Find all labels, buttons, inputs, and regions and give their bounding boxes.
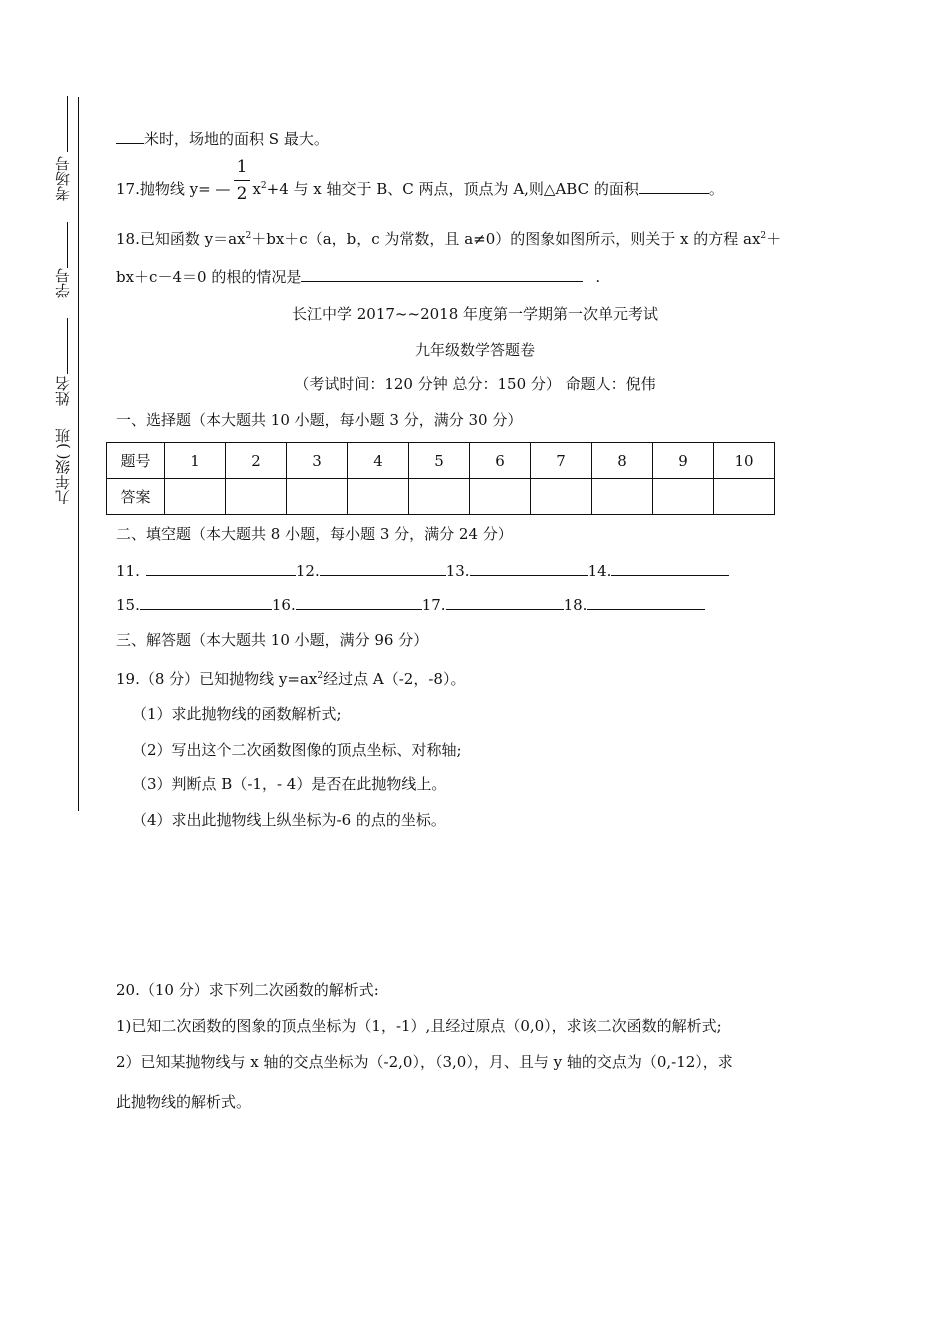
margin-class-label: 九年级( )班 <box>54 428 72 505</box>
answer-table-row2-label: 答案 <box>107 479 165 515</box>
margin-underline-exam-room <box>67 96 68 152</box>
q18-line2-end: . <box>595 268 601 286</box>
q19-item-2: （2）写出这个二次函数图像的顶点坐标、对称轴; <box>132 741 462 759</box>
q17-prefix: 17.抛物线 y= — <box>116 180 231 198</box>
fill-label-15: 15. <box>116 596 140 614</box>
fill-blank-18[interactable] <box>587 594 705 610</box>
answer-table <box>106 442 775 515</box>
q19-item-1: （1）求此抛物线的函数解析式; <box>132 705 342 723</box>
q16-tail-text: 米时，场地的面积 S 最大。 <box>144 130 329 148</box>
answer-table-number: 3 <box>287 443 348 479</box>
fill-label-17: 17. <box>421 596 446 614</box>
answer-cell[interactable] <box>287 479 348 515</box>
answer-cell[interactable] <box>348 479 409 515</box>
section1-title: 一、选择题（本大题共 10 小题，每小题 3 分，满分 30 分） <box>116 411 523 429</box>
q18-sup1: 2 <box>245 231 252 241</box>
margin-binding-line <box>78 97 79 811</box>
q17-blank <box>639 178 709 194</box>
q19-item-4: （4）求出此抛物线上纵坐标为-6 的点的坐标。 <box>132 811 446 829</box>
answer-table-number: 5 <box>409 443 470 479</box>
q18-line2-text: bx＋c－4＝0 的根的情况是 <box>116 268 302 286</box>
answer-cell[interactable] <box>165 479 226 515</box>
answer-cell[interactable] <box>226 479 287 515</box>
answer-table-number: 7 <box>531 443 592 479</box>
q18-line1-c: ＋ <box>766 230 782 248</box>
q17-frac-bar <box>234 180 250 181</box>
margin-name-label: 姓名 <box>54 376 72 406</box>
q18-line1-a: 18.已知函数 y＝ax <box>116 230 246 248</box>
answer-table-number: 4 <box>348 443 409 479</box>
q20-part2-line1: 2）已知某抛物线与 x 轴的交点坐标为（-2,0），（3,0），月、且与 y 轴的交点为（0,-12），求 <box>116 1053 733 1071</box>
fill-label-16: 16. <box>271 596 296 614</box>
q16-tail <box>116 128 329 149</box>
fill-blank-row2 <box>116 594 705 615</box>
q17-line <box>116 176 724 199</box>
q17-sup: 2 <box>260 181 267 191</box>
answer-cell[interactable] <box>714 479 775 515</box>
exam-info: （考试时间：120 分钟 总分：150 分） 命题人：倪伟 <box>294 375 656 393</box>
q17-rest: +4 与 x 轴交于 B、C 两点，顶点为 A,则△ABC 的面积 <box>266 180 639 198</box>
fill-blank-12[interactable] <box>320 560 446 576</box>
q19-stem-b: 经过点 A（-2，-8）。 <box>323 670 466 688</box>
q19-sup: 2 <box>317 671 324 681</box>
q17-frac-denominator: 2 <box>236 184 248 204</box>
answer-cell[interactable] <box>470 479 531 515</box>
school-title: 长江中学 2017~~2018 年度第一学期第一次单元考试 <box>291 305 659 323</box>
q19-stem-a: 19.（8 分）已知抛物线 y=ax <box>116 670 318 688</box>
fill-label-12: 12. <box>295 562 320 580</box>
q20-part1: 1)已知二次函数的图象的顶点坐标为（1，-1）,且经过原点（0,0），求该二次函数的解析式; <box>116 1017 722 1035</box>
fill-blank-13[interactable] <box>470 560 588 576</box>
answer-table-number: 9 <box>653 443 714 479</box>
paper-title: 九年级数学答题卷 <box>414 341 535 359</box>
answer-table-number: 8 <box>592 443 653 479</box>
answer-table-row-answers <box>107 479 775 515</box>
section3-title: 三、解答题（本大题共 10 小题，满分 96 分） <box>116 631 429 649</box>
q16-blank <box>116 128 144 144</box>
fill-blank-row1 <box>116 560 729 581</box>
answer-table-number: 1 <box>165 443 226 479</box>
answer-table-row-numbers <box>107 443 775 479</box>
margin-exam-room-label: 考场号 <box>54 156 72 201</box>
section2-title: 二、填空题（本大题共 8 小题，每小题 3 分，满分 24 分） <box>116 525 513 543</box>
fill-label-14: 14. <box>587 562 612 580</box>
fill-blank-16[interactable] <box>296 594 422 610</box>
margin-underline-student-no <box>67 222 68 268</box>
fill-blank-17[interactable] <box>446 594 564 610</box>
answer-cell[interactable] <box>531 479 592 515</box>
q18-line2 <box>116 266 600 287</box>
q17-frac-numerator: 1 <box>236 157 248 177</box>
q20-part2-line2: 此抛物线的解析式。 <box>116 1093 252 1111</box>
q18-line1 <box>116 226 781 249</box>
q18-line1-b: ＋bx＋c（a，b，c 为常数，且 a≠0）的图象如图所示，则关于 x 的方程 ax <box>251 230 761 248</box>
margin-student-no-label: 学号 <box>54 268 72 298</box>
q17-x: x <box>252 180 261 198</box>
q18-sup2: 2 <box>760 231 767 241</box>
fill-blank-15[interactable] <box>140 594 272 610</box>
fill-blank-14[interactable] <box>611 560 729 576</box>
fill-label-11: 11. <box>116 562 140 580</box>
q17-end: 。 <box>708 180 724 198</box>
answer-cell[interactable] <box>409 479 470 515</box>
q19-stem <box>116 666 465 689</box>
answer-cell[interactable] <box>653 479 714 515</box>
fill-label-13: 13. <box>445 562 470 580</box>
q20-title: 20.（10 分）求下列二次函数的解析式: <box>116 981 379 999</box>
fill-blank-11[interactable] <box>146 560 296 576</box>
q18-blank <box>301 266 583 282</box>
q19-item-3: （3）判断点 B（-1，- 4）是否在此抛物线上。 <box>132 775 447 793</box>
fill-label-18: 18. <box>563 596 588 614</box>
answer-table-number: 10 <box>714 443 775 479</box>
answer-cell[interactable] <box>592 479 653 515</box>
answer-table-number: 6 <box>470 443 531 479</box>
answer-table-number: 2 <box>226 443 287 479</box>
answer-table-row1-label: 题号 <box>107 443 165 479</box>
